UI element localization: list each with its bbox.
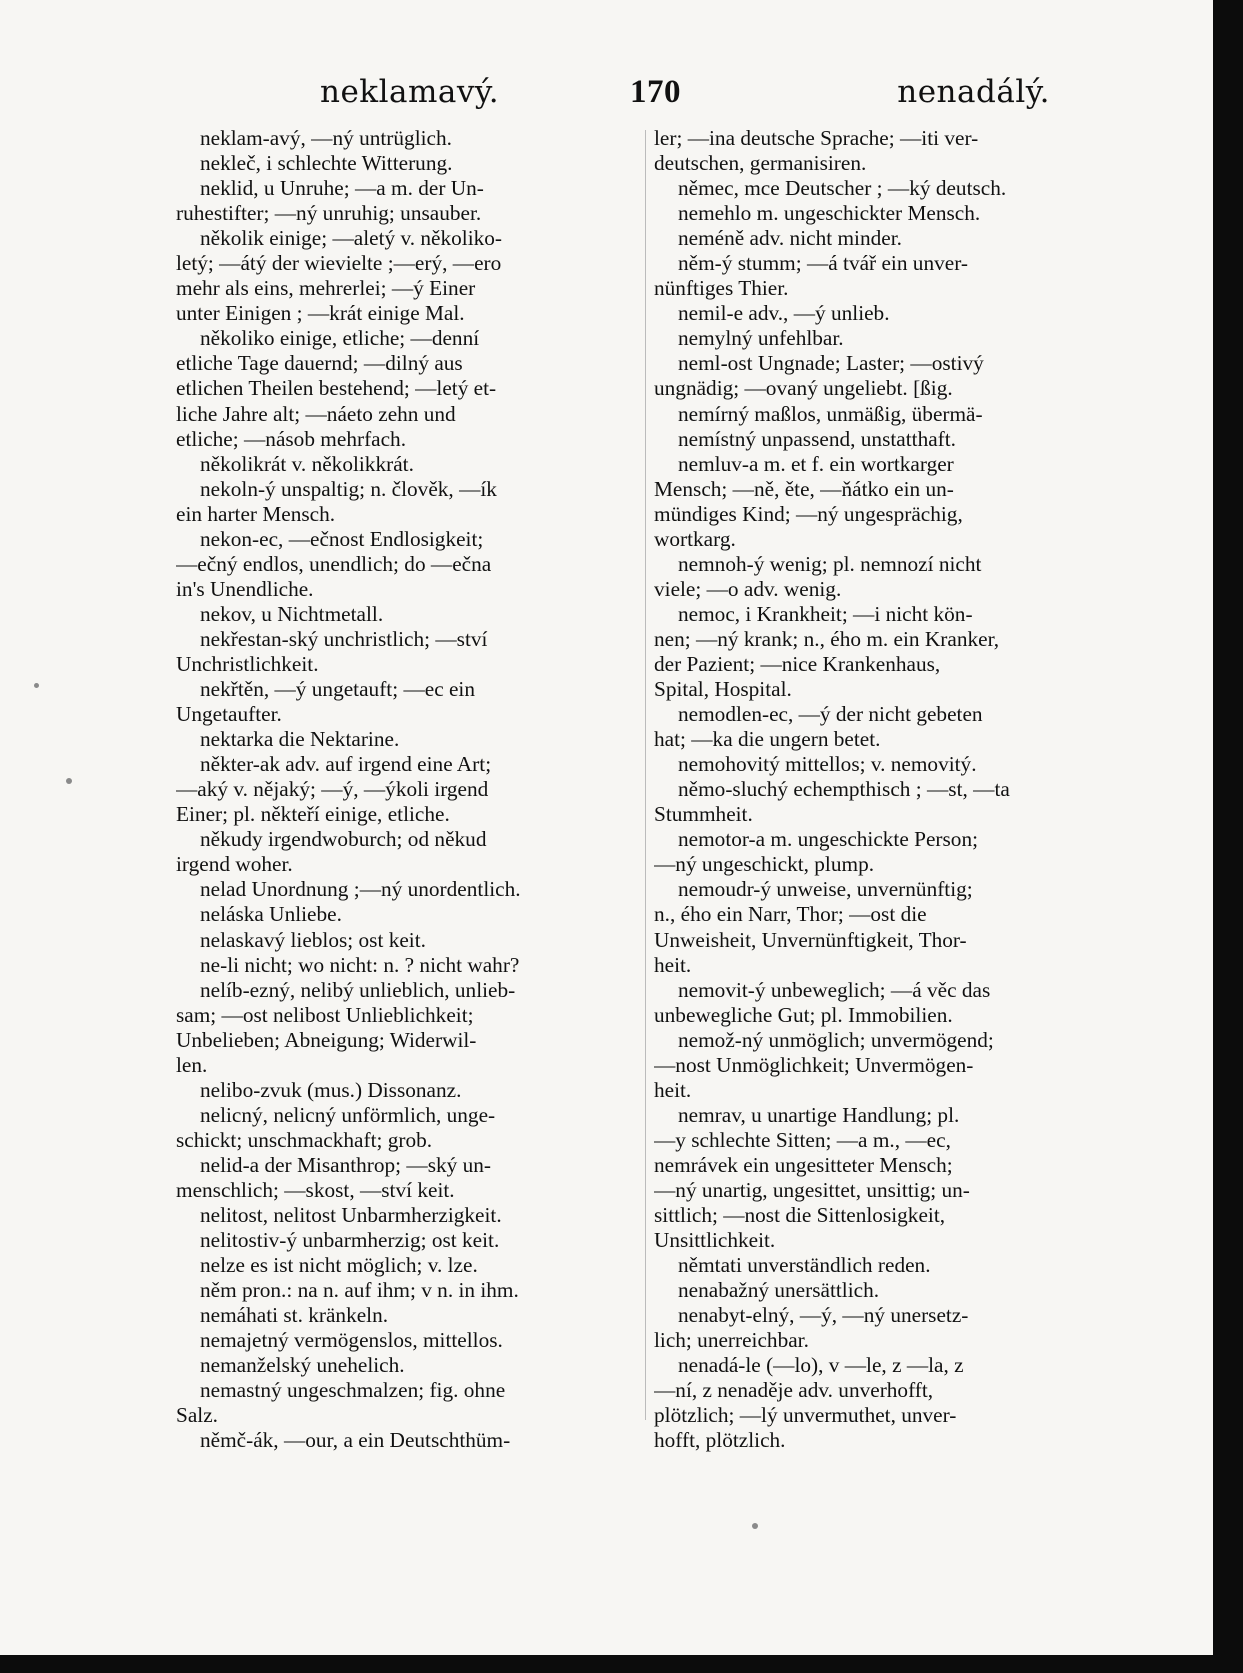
dictionary-line: ein harter Mensch. [176,501,336,526]
dictionary-line: němo-sluchý echempthisch ; —st, —ta [678,777,1010,802]
dictionary-line: nekon-ec, —ečnost Endlosigkeit; [200,526,484,551]
dictionary-line: mündiges Kind; —ný ungesprächig, [654,501,963,526]
dictionary-line: něm-ý stumm; —á tvář ein unver- [678,251,968,276]
dictionary-line: Salz. [176,1403,218,1428]
dictionary-line: mehr als eins, mehrerlei; —ý Einer [176,276,476,301]
dictionary-line: někudy irgendwoburch; od někud [200,827,487,852]
dictionary-line: nünftiges Thier. [654,276,789,301]
dictionary-line: nektarka die Nektarine. [200,727,400,752]
dictionary-line: —ečný endlos, unendlich; do —ečna [176,551,492,576]
dictionary-line: ungnädig; —ovaný ungeliebt. [ßig. [654,376,953,401]
dictionary-line: nelze es ist nicht möglich; v. lze. [200,1253,478,1278]
page-header [170,74,1050,124]
dictionary-line: nemáhati st. kränkeln. [200,1303,389,1328]
dictionary-line: nelad Unordnung ;—ný unordentlich. [200,877,521,902]
dictionary-line: unbewegliche Gut; pl. Immobilien. [654,1002,953,1027]
dictionary-line: neméně adv. nicht minder. [678,226,902,251]
dictionary-line: nenadá-le (—lo), v —le, z —la, z [678,1353,964,1378]
dictionary-line: Unchristlichkeit. [176,651,319,676]
dictionary-line: —ní, z nenaděje adv. unverhofft, [654,1378,934,1403]
dictionary-line: —y schlechte Sitten; —a m., —ec, [654,1127,951,1152]
dictionary-line: nelid-a der Misanthrop; —ský un- [200,1152,492,1177]
dictionary-line: viele; —o adv. wenig. [654,576,842,601]
dictionary-line: n., ého ein Narr, Thor; —ost die [654,902,927,927]
dictionary-line: —nost Unmöglichkeit; Unvermögen- [654,1052,974,1077]
dictionary-line: nekov, u Nichtmetall. [200,601,384,626]
dictionary-line: unter Einigen ; —krát einige Mal. [176,301,465,326]
column-divider [645,130,646,1420]
dictionary-line: Einer; pl. někteří einige, etliche. [176,802,450,827]
dictionary-line: menschlich; —skost, —ství keit. [176,1177,455,1202]
dictionary-line: wortkarg. [654,526,736,551]
dictionary-line: nelíb-ezný, nelibý unlieblich, unlieb- [200,977,516,1002]
dictionary-line: nekřtěn, —ý ungetauft; —ec ein [200,677,475,702]
dictionary-line: etliche; —násob mehrfach. [176,426,407,451]
dictionary-line: lich; unerreichbar. [654,1328,809,1353]
dictionary-line: in's Unendliche. [176,576,314,601]
dictionary-line: ruhestifter; —ný unruhig; unsauber. [176,201,482,226]
dictionary-line: němč-ák, —our, a ein Deutschthüm- [200,1428,511,1453]
dictionary-line: něm pron.: na n. auf ihm; v n. in ihm. [200,1278,519,1303]
dictionary-line: nemastný ungeschmalzen; fig. ohne [200,1378,506,1403]
dictionary-line: hofft, plötzlich. [654,1428,786,1453]
dictionary-line: liche Jahre alt; —náeto zehn und [176,401,456,426]
scan-edge-bottom [0,1655,1243,1673]
dictionary-line: nekřestan-ský unchristlich; —ství [200,626,488,651]
dictionary-line: nelicný, nelicný unförmlich, unge- [200,1102,496,1127]
dictionary-line: etliche Tage dauernd; —dilný aus [176,351,463,376]
dictionary-line: sittlich; —nost die Sittenlosigkeit, [654,1203,946,1228]
dictionary-line: len. [176,1052,208,1077]
dictionary-line: neklid, u Unruhe; —a m. der Un- [200,176,484,201]
dictionary-line: Unsittlichkeit. [654,1228,776,1253]
dictionary-line: —ný ungeschickt, plump. [654,852,875,877]
scan-edge-right [1213,0,1243,1673]
dictionary-line: několik einige; —aletý v. několiko- [200,226,503,251]
dictionary-line: schickt; unschmackhaft; grob. [176,1127,433,1152]
dictionary-line: nenabyt-elný, —ý, —ný unersetz- [678,1303,969,1328]
header-right-guide-word: nenadálý. [897,74,1050,110]
dictionary-line: ne-li nicht; wo nicht: n. ? nicht wahr? [200,952,520,977]
dictionary-line: —ný unartig, ungesittet, unsittig; un- [654,1177,970,1202]
dictionary-line: nemož-ný unmöglich; unvermögend; [678,1027,994,1052]
dictionary-line: nemylný unfehlbar. [678,326,844,351]
dictionary-line: nemluv-a m. et f. ein wortkarger [678,451,954,476]
dictionary-line: irgend woher. [176,852,293,877]
dictionary-line: němtati unverständlich reden. [678,1253,931,1278]
dictionary-line: ler; —ina deutsche Sprache; —iti ver- [654,126,979,150]
dictionary-line: neláska Unliebe. [200,902,342,927]
dictionary-line: nemnoh-ý wenig; pl. nemnozí nicht [678,551,982,576]
dictionary-line: nen; —ný krank; n., ého m. ein Kranker, [654,626,1000,651]
dictionary-line: nemajetný vermögenslos, mittellos. [200,1328,503,1353]
header-left-guide-word: neklamavý. [320,74,500,110]
dictionary-line: nemodlen-ec, —ý der nicht gebeten [678,702,983,727]
dictionary-line: nemoudr-ý unweise, unvernünftig; [678,877,973,902]
dictionary-line: nemístný unpassend, unstatthaft. [678,426,957,451]
dictionary-line: deutschen, germanisiren. [654,151,867,176]
dictionary-line: nemovit-ý unbeweglich; —á věc das [678,977,991,1002]
dictionary-line: heit. [654,952,692,977]
dictionary-line: někter-ak adv. auf irgend eine Art; [200,752,492,777]
dictionary-line: hat; —ka die ungern betet. [654,727,881,752]
dictionary-line: heit. [654,1077,692,1102]
dictionary-line: nemil-e adv., —ý unlieb. [678,301,890,326]
scan-speck [66,778,72,784]
dictionary-line: nekleč, i schlechte Witterung. [200,151,453,176]
dictionary-line: sam; —ost nelibost Unlieblichkeit; [176,1002,474,1027]
dictionary-line: —aký v. nějaký; —ý, —ýkoli irgend [176,777,489,802]
dictionary-line: nenabažný unersättlich. [678,1278,880,1303]
dictionary-line: nemotor-a m. ungeschickte Person; [678,827,979,852]
dictionary-line: Spital, Hospital. [654,677,792,702]
right-column [654,126,1122,1453]
dictionary-line: nekoln-ý unspaltig; n. člověk, —ík [200,476,497,501]
dictionary-line: nelibo-zvuk (mus.) Dissonanz. [200,1077,462,1102]
dictionary-line: nemoc, i Krankheit; —i nicht kön- [678,601,973,626]
dictionary-line: několiko einige, etliche; —denní [200,326,480,351]
dictionary-line: nemohovitý mittellos; v. nemovitý. [678,752,977,777]
dictionary-line: nemírný maßlos, unmäßig, übermä- [678,401,983,426]
dictionary-line: Mensch; —ně, ěte, —ňátko ein un- [654,476,954,501]
scan-speck [34,683,39,688]
dictionary-line: několikrát v. několikkrát. [200,451,414,476]
dictionary-line: nemanželský unehelich. [200,1353,405,1378]
dictionary-line: etlichen Theilen bestehend; —letý et- [176,376,497,401]
dictionary-line: Ungetaufter. [176,702,282,727]
dictionary-line: němec, mce Deutscher ; —ký deutsch. [678,176,1007,201]
dictionary-line: nelitostiv-ý unbarmherzig; ost keit. [200,1228,500,1253]
dictionary-line: Unweisheit, Unvernünftigkeit, Thor- [654,927,967,952]
page-number: 170 [630,74,681,110]
dictionary-line: nelaskavý lieblos; ost keit. [200,927,426,952]
dictionary-line: der Pazient; —nice Krankenhaus, [654,651,941,676]
dictionary-line: Unbelieben; Abneigung; Widerwil- [176,1027,477,1052]
dictionary-line: neml-ost Ungnade; Laster; —ostivý [678,351,984,376]
dictionary-line: neklam-avý, —ný untrüglich. [200,126,452,150]
dictionary-line: nelitost, nelitost Unbarmherzigkeit. [200,1203,502,1228]
dictionary-line: letý; —átý der wievielte ;—erý, —ero [176,251,502,276]
scan-speck [752,1523,758,1529]
dictionary-line: nemrav, u unartige Handlung; pl. [678,1102,960,1127]
dictionary-line: nemrávek ein ungesitteter Mensch; [654,1152,953,1177]
dictionary-line: Stummheit. [654,802,753,827]
dictionary-line: nemehlo m. ungeschickter Mensch. [678,201,981,226]
dictionary-line: plötzlich; —lý unvermuthet, unver- [654,1403,957,1428]
left-column [176,126,638,1453]
